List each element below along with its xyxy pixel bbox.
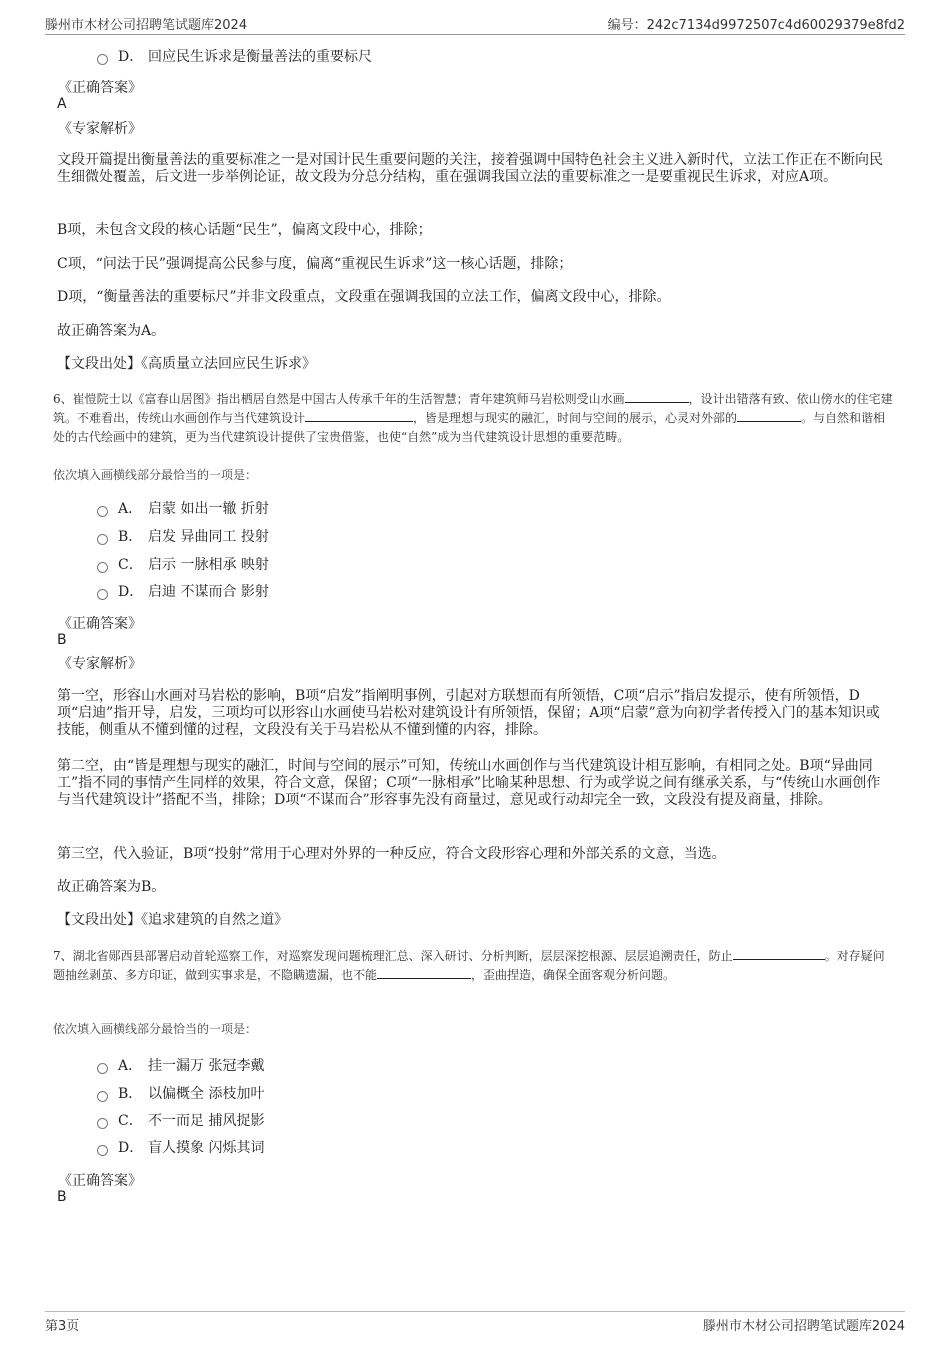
analysis-paragraph: 文段开篇提出衡量善法的重要标准之一是对国计民生重要问题的关注，接着强调中国特色社会主义进入新时代，立法工作正在不断向民生细微处覆盖，后文进一步举例论证，故文段为分总分结构，重在强调我国立法的重要标准之一是要重视民生诉求，对应A项。 [57,152,883,185]
analysis-label: 《专家解析》 [58,121,142,137]
analysis-conclusion: 故正确答案为B。 [57,879,166,895]
footer-title: 滕州市木材公司招聘笔试题库2024 [702,1319,905,1334]
source-citation: 【文段出处】《高质量立法回应民生诉求》 [57,356,316,372]
q5-option-d[interactable]: D． 回应民生诉求是衡量善法的重要标尺 [97,47,372,67]
radio-icon[interactable] [97,1118,108,1129]
answer-label: 《正确答案》 [58,1173,142,1189]
radio-icon[interactable] [97,1145,108,1156]
question-stem: 6、崔愷院士以《富春山居图》指出栖居自然是中国古人传承千年的生活智慧；青年建筑师马岩松则受山水画 ，设计出错落有致、依山傍水的住宅建筑。不难看出，传统山水画创作与当代建筑设计 ，皆是理想与现实的融汇，时间与空间的展示，心灵对外部的 。与自然和谐相处的古代绘画中的建筑，更为当代建筑设计提供了宝贵借鉴，也使“自然”成为当代建筑设计思想的重要范畴。 [53,392,893,444]
radio-icon[interactable] [97,589,108,600]
page-header [45,14,905,35]
radio-icon[interactable] [97,1091,108,1102]
q6-option-d[interactable]: D． 启迪 不谋而合 影射 [97,582,269,602]
q6-option-b[interactable]: B． 启发 异曲同工 投射 [97,527,269,547]
header-title: 滕州市木材公司招聘笔试题库2024 [45,18,248,33]
q6-option-c[interactable]: C． 启示 一脉相承 映射 [97,555,269,575]
q7-option-d[interactable]: D． 盲人摸象 闪烁其词 [97,1138,264,1158]
answer-value: A [57,96,67,112]
radio-icon[interactable] [97,562,108,573]
source-citation: 【文段出处】《追求建筑的自然之道》 [57,912,288,928]
analysis-paragraph: D项，“衡量善法的重要标尺”并非文段重点，文段重在强调我国的立法工作，偏离文段中心，排除。 [57,289,671,305]
question-prompt: 依次填入画横线部分最恰当的一项是： [53,468,258,482]
answer-value: B [57,632,67,648]
analysis-paragraph: C项，“问法于民”强调提高公民参与度，偏离“重视民生诉求”这一核心话题，排除； [57,256,573,272]
q7-option-a[interactable]: A． 挂一漏万 张冠李戴 [97,1056,264,1076]
question-prompt: 依次填入画横线部分最恰当的一项是： [53,1022,258,1036]
fill-blank [377,966,471,979]
fill-blank [733,947,825,960]
answer-label: 《正确答案》 [58,80,142,96]
analysis-paragraph: B项，未包含文段的核心话题“民生”，偏离文段中心，排除； [57,222,432,238]
q6-option-a[interactable]: A． 启蒙 如出一辙 折射 [97,499,269,519]
radio-icon[interactable] [97,54,108,65]
analysis-label: 《专家解析》 [58,656,142,672]
analysis-paragraph: 第二空，由“皆是理想与现实的融汇，时间与空间的展示”可知，传统山水画创作与当代建筑设计相互影响，有相同之处。B项“异曲同工”指不同的事情产生同样的效果，符合文意，保留；C项“一脉相承”比喻某种思想、行为或学说之间有继承关系，与“传统山水画创作与当代建筑设计”搭配不当，排除；D项“不谋而合”形容事先没有商量过，意见或行动却完全一致，文段没有提及商量，排除。 [57,758,881,808]
radio-icon[interactable] [97,1063,108,1074]
radio-icon[interactable] [97,534,108,545]
answer-label: 《正确答案》 [58,616,142,632]
fill-blank [305,409,413,422]
analysis-paragraph: 第一空，形容山水画对马岩松的影响，B项“启发”指阐明事例，引起对方联想而有所领悟，C项“启示”指启发提示，使有所领悟，D项“启迪”指开导，启发，三项均可以形容山水画使马岩松对建筑设计有所领悟，保留；A项“启蒙”意为向初学者传授入门的基本知识或技能，侧重从不懂到懂的过程，文段没有关于马岩松从不懂到懂的内容，排除。 [57,688,880,738]
answer-value: B [57,1189,67,1205]
q7-option-c[interactable]: C． 不一而足 捕风捉影 [97,1111,264,1131]
radio-icon[interactable] [97,506,108,517]
question-stem: 7、湖北省郧西县部署启动首轮巡察工作，对巡察发现问题梳理汇总、深入研讨、分析判断，层层深挖根源、层层追溯责任，防止 。对存疑问题抽丝剥茧、多方印证，做到实事求是，不隐瞒遗漏，也不能 ，歪曲捏造，确保全面客观分析问题。 [53,949,885,982]
analysis-paragraph: 第三空，代入验证，B项“投射”常用于心理对外界的一种反应，符合文段形容心理和外部关系的文意，当选。 [57,846,726,862]
header-serial: 编号：242c7134d9972507c4d60029379e8fd2 [607,18,905,33]
q7-option-b[interactable]: B． 以偏概全 添枝加叶 [97,1084,264,1104]
fill-blank [737,409,801,422]
fill-blank [625,390,689,403]
page-footer [45,1311,905,1334]
analysis-conclusion: 故正确答案为A。 [57,323,166,339]
page-number: 第3页 [45,1319,80,1334]
